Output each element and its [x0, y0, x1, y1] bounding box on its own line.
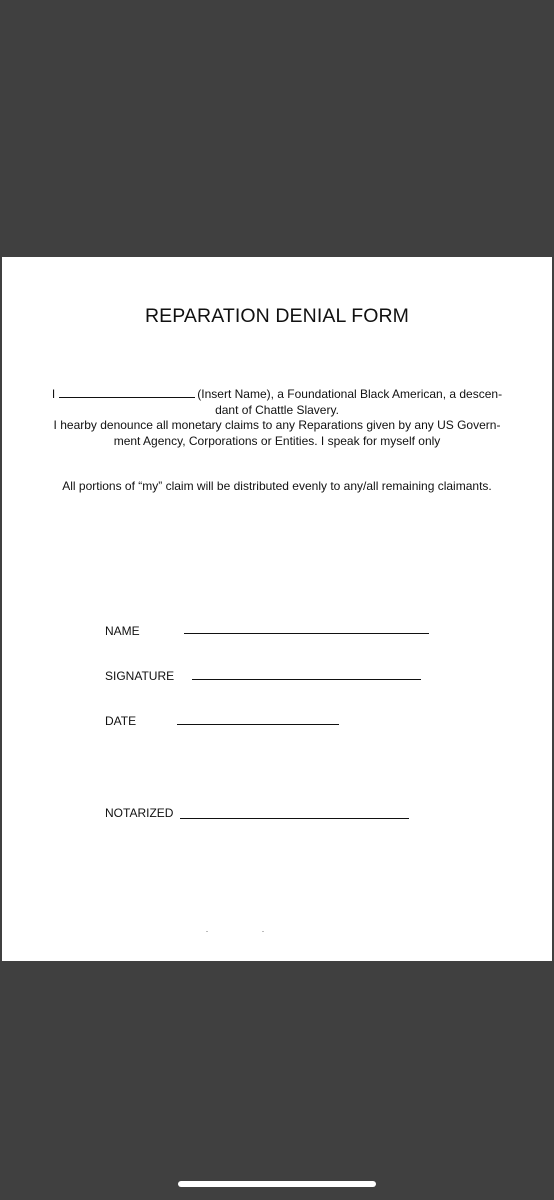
scan-speck: [206, 931, 208, 932]
declaration-line-1-text: (Insert Name), a Foundational Black American, a descen-: [197, 387, 503, 401]
notarized-label: NOTARIZED: [105, 806, 174, 820]
form-document: [2, 257, 552, 961]
declaration-line-1: [32, 386, 522, 403]
scan-speck: [262, 931, 264, 932]
declaration-paragraph: [32, 386, 522, 449]
declaration-line-2: dant of Chattle Slavery.: [215, 402, 339, 417]
date-line: [177, 724, 339, 725]
date-label: DATE: [105, 714, 137, 728]
form-title: REPARATION DENIAL FORM: [144, 305, 410, 327]
insert-name-blank: [59, 386, 195, 398]
declaration-line-4: ment Agency, Corporations or Entities. I speak for myself only: [113, 433, 441, 448]
notarized-line: [180, 818, 409, 819]
distribution-note: All portions of “my” claim will be distributed evenly to any/all remaining claimants.: [62, 479, 492, 493]
home-indicator[interactable]: [178, 1181, 376, 1187]
signature-line: [192, 679, 421, 680]
signature-label: SIGNATURE: [105, 669, 175, 683]
name-label: NAME: [105, 624, 140, 638]
declaration-prefix: I: [51, 387, 56, 401]
declaration-line-3: I hearby denounce all monetary claims to any Reparations given by any US Govern-: [53, 418, 501, 432]
name-line: [184, 633, 429, 634]
